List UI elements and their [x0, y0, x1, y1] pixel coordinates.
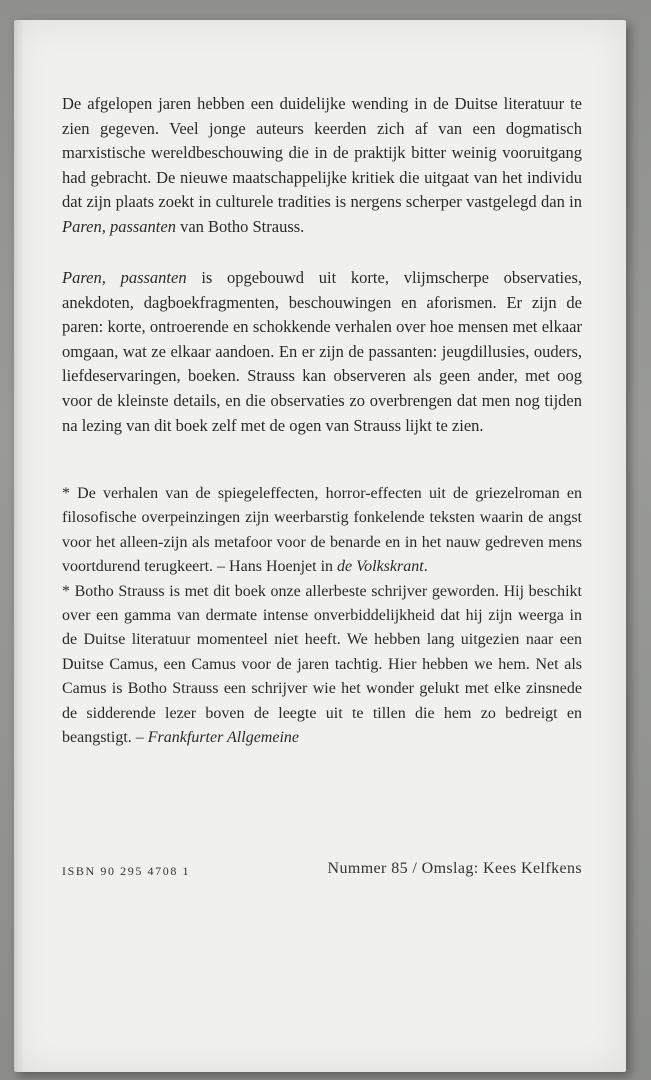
description-text: is opgebouwd uit korte, vlijmscherpe observaties, anekdoten, dagboekfragmenten, beschouwingen en aforismen. Er zijn de paren: korte, ontroerende en schokkende verhalen over hoe mensen met elkaar omgaan, wat ze elkaar aandoen. En er zijn de passanten: jeugdillusies, ouders, liefdeservaringen, boeken. Strauss kan observeren als geen ander, met oog voor de kleinste details, en die observaties zo overbrengen dat men nog tijden na lezing van dit boek zelf met de ogen van Strauss lijkt te zien.	[62, 268, 582, 435]
blurb-paragraph-description	[62, 266, 582, 438]
review-quote-faz	[62, 580, 582, 751]
book-title-2: Paren, passanten	[62, 268, 187, 287]
quote2-text: * Botho Strauss is met dit boek onze allerbeste schrijver geworden. Hij beschikt over een gamma van dermate intense onverbiddelijkheid dat hij zijn weerga in de Duitse literatuur momenteel niet heeft. We hebben lang uitgezien naar een Duitse Camus, een Camus voor de jaren tachtig. Hier hebben we hem. Net als Camus is Botho Strauss een schrijver wie het wonder gelukt met elke zinsnede de sidderende lezer boven de leegte uit te tillen die hem zo bedreigt en beangstigt. –	[62, 582, 582, 747]
review-quotes	[62, 482, 582, 750]
intro-text: De afgelopen jaren hebben een duidelijke wending in de Duitse literatuur te zien gegeven. Veel jonge auteurs keerden zich af van een dogmatisch marxistische wereldbeschouwing die in de praktijk bitter weinig vooruitgang had gebracht. De nieuwe maatschappelijke kritiek die uitgaat van het individu dat zijn plaats zoekt in culturele tradities is nergens scherper vastgelegd dan in	[62, 94, 582, 212]
spine-shadow	[14, 20, 24, 1072]
series-credit: Nummer 85 / Omslag: Kees Kelfkens	[327, 860, 582, 877]
blurb-paragraph-intro	[62, 92, 582, 240]
quote1-end: .	[423, 558, 428, 576]
quote2-source: Frankfurter Allgemeine	[147, 729, 299, 747]
cover-footer	[62, 860, 582, 890]
quote1-source: de Volkskrant	[337, 558, 424, 576]
book-back-cover	[14, 20, 626, 1072]
book-title: Paren, passanten	[62, 216, 176, 236]
quote1-text: * De verhalen van de spiegeleffecten, horror-effecten uit de griezelroman en filosofische overpeinzingen zijn weerbarstig fonkelende teksten waarin de angst voor het alleen-zijn als metafoor voor de benarde en in het nauw gedreven mens voortdurend terugkeert. – Hans Hoenjet in	[62, 485, 582, 576]
intro-tail: van Botho Strauss.	[175, 216, 305, 236]
isbn-number: ISBN 90 295 4708 1	[62, 864, 191, 878]
review-quote-volkskrant	[62, 482, 582, 580]
